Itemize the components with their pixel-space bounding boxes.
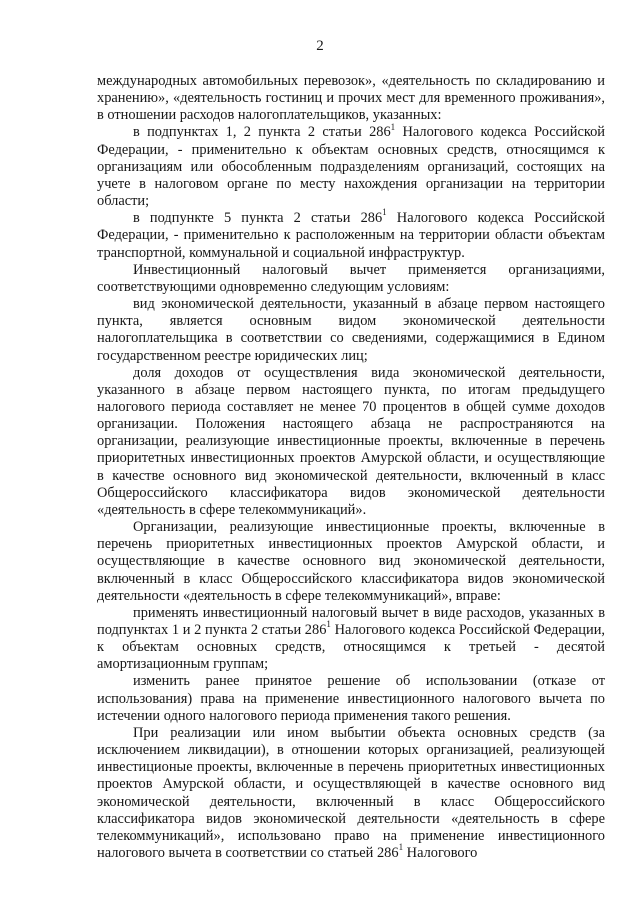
paragraph-1: международных автомобильных перевозок», «деятельность по складированию и хранению», «деятельность гостиниц и прочих мест для временного проживания», в отношении расходов налогоплательщиков, указанных: [97,73,605,124]
paragraph-8 [97,605,605,674]
paragraph-3-text-b: Налогового кодекса Российской Федерации, - применительно к расположенным на территории области объектам транспортной, коммунальной и социальной инфраструктур. [97,210,605,261]
paragraph-3-text-a: в подпункте 5 пункта 2 статьи 286 [133,210,383,227]
paragraph-9: изменить ранее принятое решение об использовании (отказе от использования) права на применение инвестиционного налогового вычета по истечении одного налогового периода применения такого решения. [97,673,605,724]
superscript: 1 [398,842,404,853]
paragraph-6: доля доходов от осуществления вида экономической деятельности, указанного в абзаце первом настоящего пункта, по итогам предыдущего налогового периода составляет не менее 70 процентов в общей сумме доходов организации. Положения настоящего абзаца не распространяются на организации, реализующие инвестиционные проекты, включенные в перечень приоритетных инвестиционных проектов Амурской области, и осуществляющие в качестве основного вид экономической деятельности, включенный в класс Общероссийского классификатора видов экономической деятельности «деятельность в сфере телекоммуникаций». [97,364,605,518]
page-number: 2 [316,38,324,54]
superscript: 1 [390,121,396,132]
document-body [97,73,605,862]
paragraph-2-text-a: в подпунктах 1, 2 пункта 2 статьи 286 [133,124,391,141]
paragraph-2 [97,121,606,210]
paragraph-10 [97,725,605,862]
paragraph-7: Организации, реализующие инвестиционные проекты, включенные в перечень приоритетных инвестиционных проектов Амурской области, и осуществляющие в качестве основного вид экономической деятельности, включенный в класс Общероссийского классификатора видов экономической деятельности «деятельность в сфере телекоммуникаций», вправе: [97,519,605,604]
paragraph-10-text-a: При реализации или ином выбытии объекта основных средств (за исключением ликвидации), в отношении которых организацией, реализующей инвестиционые проекты, включенные в перечень приоритетных инвестиционных проектов Амурской области, и осуществляющей в качестве основного вид экономической деятельности, включенный в класс Общероссийского классификатора видов экономической деятельности «деятельность в сфере телекоммуникаций», использовано право на применение инвестиционного налогового вычета в соответствии со статьей 286 [97,724,605,862]
paragraph-5: вид экономической деятельности, указанный в абзаце первом настоящего пункта, является основным видом экономической деятельности налогоплательщика в соответствии со сведениями, содержащимися в Едином государственном реестре юридических лиц; [97,296,605,364]
paragraph-4: Инвестиционный налоговый вычет применяется организациями, соответствующими одновременно следующим условиям: [97,261,605,295]
superscript: 1 [326,619,331,630]
superscript: 1 [382,207,387,218]
paragraph-8-text-a: применять инвестиционный налоговый вычет в виде расходов, указанных в подпунктах 1 и 2 пункта 2 статьи 286 [97,604,605,638]
paragraph-3 [97,207,605,261]
paragraph-10-text-b: Налогового [403,845,478,862]
paragraph-2-text-b: Налогового кодекса Российской Федерации, - применительно к объектам основных средств, относящимся к организациям или обособленным подразделениям организаций, состоящих на учете в налоговом органе по месту нахождения организации на территории области; [97,124,606,210]
paragraph-8-text-b: Налогового кодекса Российской Федерации, к объектам основных средств, относящимся к третьей - десятой амортизационным группам; [97,622,606,673]
